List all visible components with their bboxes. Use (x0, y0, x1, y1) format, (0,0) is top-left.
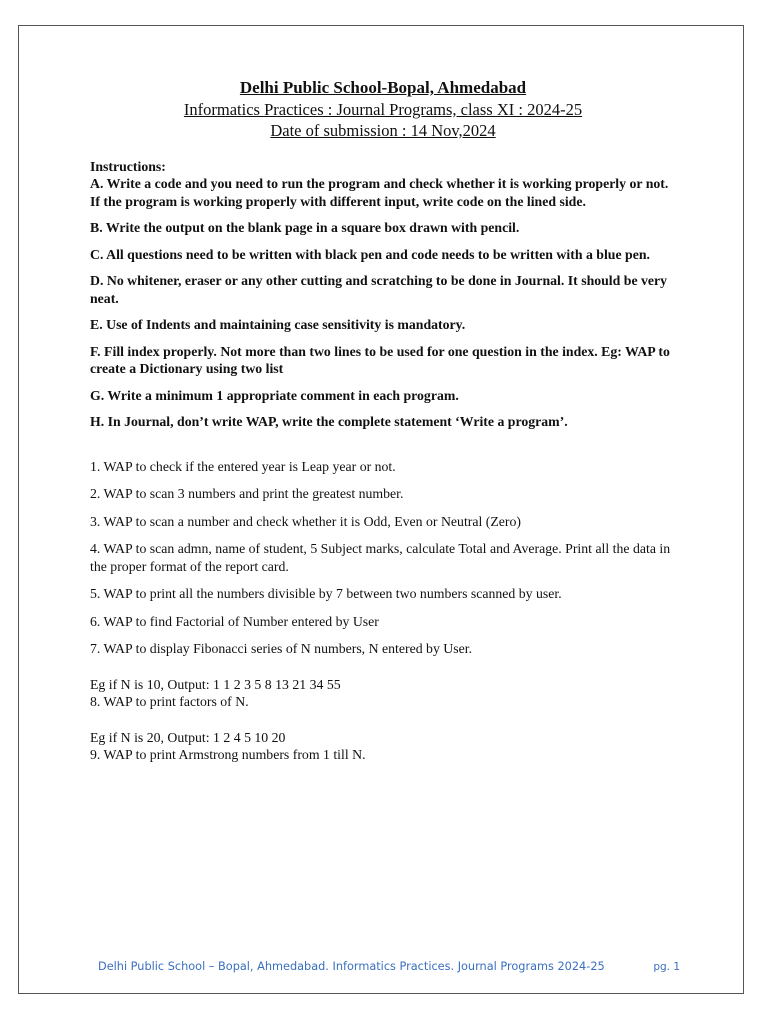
instruction-item: E. Use of Indents and maintaining case sensitivity is mandatory. (90, 317, 466, 332)
example-line: Eg if N is 10, Output: 1 1 2 3 5 8 13 21 34 55 (90, 676, 341, 692)
question-item: 9. WAP to print Armstrong numbers from 1 till N. (90, 747, 366, 762)
question-item: 4. WAP to scan admn, name of student, 5 Subject marks, calculate Total and Average. Print all the data in the proper format of the report card. (90, 541, 671, 574)
page-number: pg. 1 (653, 961, 680, 973)
question-item: 1. WAP to check if the entered year is Leap year or not. (90, 458, 396, 474)
footer-text: Delhi Public School – Bopal, Ahmedabad. Informatics Practices. Journal Programs 2024-25 (98, 960, 605, 973)
instruction-item: B. Write the output on the blank page in a square box drawn with pencil. (90, 220, 520, 235)
subject-line: Informatics Practices : Journal Programs, class XI : 2024-25 (183, 100, 583, 119)
instruction-item: F. Fill index properly. Not more than two lines to be used for one question in the index. Eg: WAP to create a Dictionary using two list (90, 343, 670, 376)
instruction-item: C. All questions need to be written with black pen and code needs to be written with a blue pen. (90, 246, 650, 262)
question-item: 5. WAP to print all the numbers divisible by 7 between two numbers scanned by user. (90, 586, 562, 601)
submission-date: Date of submission : 14 Nov,2024 (270, 121, 496, 140)
question-item: 7. WAP to display Fibonacci series of N numbers, N entered by User. (90, 641, 473, 656)
instruction-item: D. No whitener, eraser or any other cutting and scratching to be done in Journal. It should be very neat. (90, 273, 668, 306)
question-item: 3. WAP to scan a number and check whether it is Odd, Even or Neutral (Zero) (90, 513, 522, 529)
document-body (90, 158, 675, 774)
page-footer (98, 960, 688, 973)
instruction-item: H. In Journal, don’t write WAP, write the complete statement ‘Write a program’. (90, 414, 568, 429)
question-item: 6. WAP to find Factorial of Number entered by User (90, 613, 379, 629)
example-line: Eg if N is 20, Output: 1 2 4 5 10 20 (90, 729, 286, 745)
question-list (90, 458, 675, 764)
instruction-item: G. Write a minimum 1 appropriate comment in each program. (90, 387, 459, 403)
instructions-heading: Instructions: (90, 159, 166, 174)
question-item: 8. WAP to print factors of N. (90, 694, 249, 709)
question-item: 2. WAP to scan 3 numbers and print the greatest number. (90, 486, 404, 501)
school-title: Delhi Public School-Bopal, Ahmedabad (239, 78, 527, 97)
document-header (18, 76, 748, 141)
instruction-item: A. Write a code and you need to run the program and check whether it is working properly or not. If the program is working properly with different input, write code on the lined side. (90, 176, 669, 209)
